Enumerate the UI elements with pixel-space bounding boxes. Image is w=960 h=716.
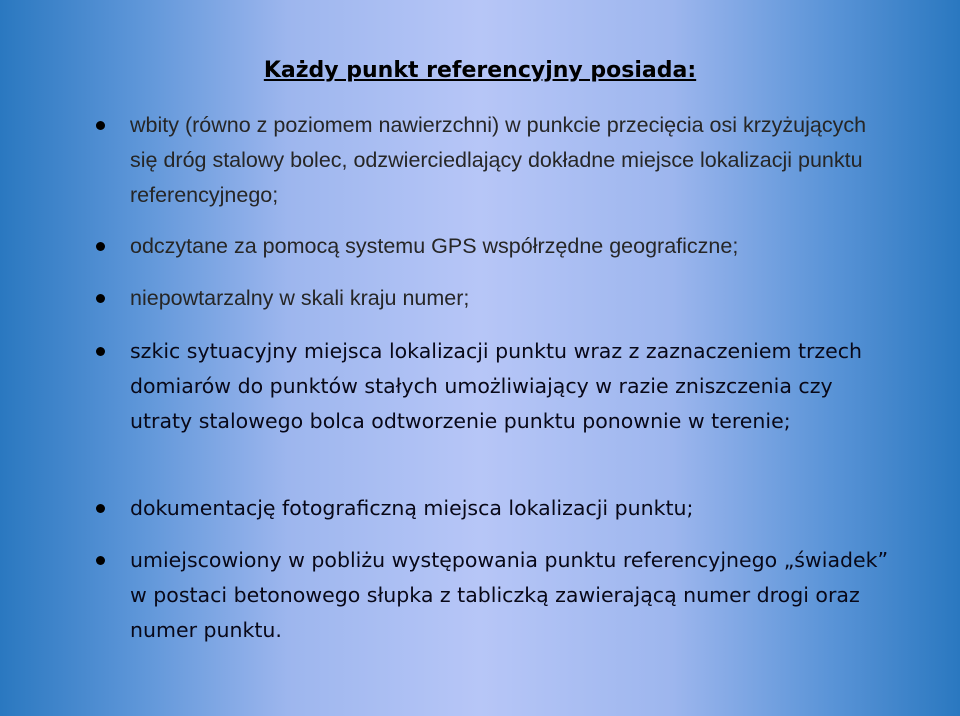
bullet-item (130, 281, 890, 316)
bullet-icon (96, 347, 105, 356)
bullet-text: niepowtarzalny w skali kraju numer; (130, 286, 470, 310)
bullet-text: dokumentację fotograficzną miejsca lokalizacji punktu; (130, 496, 694, 520)
bullet-icon (96, 121, 105, 130)
bullet-icon (96, 242, 105, 251)
bullet-text: szkic sytuacyjny miejsca lokalizacji punktu wraz z zaznaczeniem trzech domiarów do punktów stałych umożliwiający w razie zniszczenia czy utraty stalowego bolca odtworzenie punktu ponownie w terenie; (130, 339, 863, 433)
bullet-text: umiejscowiony w pobliżu występowania punktu referencyjnego „świadek” w postaci betonowego słupka z tabliczką zawierającą numer drogi oraz numer punktu. (130, 548, 889, 642)
bullet-icon (96, 556, 105, 565)
bullet-item (130, 229, 890, 264)
bullet-item (130, 108, 890, 213)
bullet-icon (96, 504, 105, 513)
bullet-text: odczytane za pomocą systemu GPS współrzędne geograficzne; (130, 234, 739, 258)
bullet-icon (96, 294, 105, 303)
bullet-item (130, 491, 890, 526)
bullet-text: wbity (równo z poziomem nawierzchni) w punkcie przecięcia osi krzyżujących się dróg stalowy bolec, odzwierciedlający dokładne miejsce lokalizacji punktu referencyjnego; (130, 113, 867, 207)
slide-title: Każdy punkt referencyjny posiada: (263, 58, 697, 83)
bullet-item (130, 543, 890, 648)
bullet-item (130, 334, 890, 439)
